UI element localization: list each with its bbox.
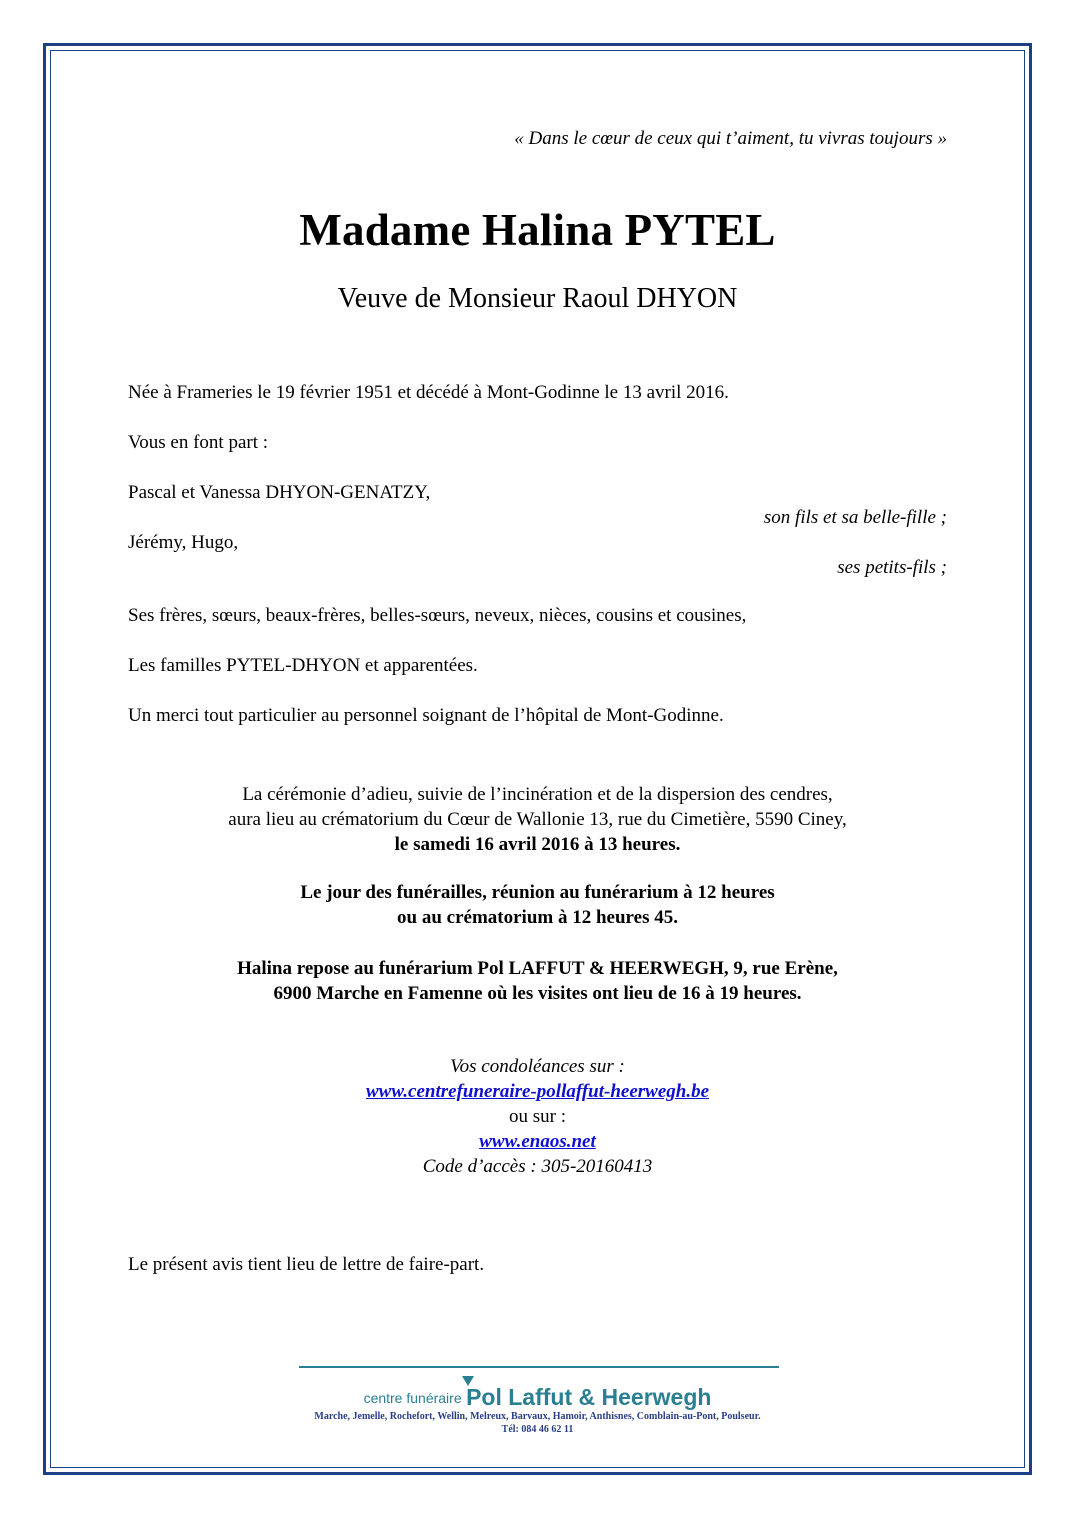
access-code: Code d’accès : 305-20160413 bbox=[422, 1156, 653, 1177]
intro-text: Vous en font part : bbox=[128, 432, 269, 453]
siblings-text: Ses frères, sœurs, beaux-frères, belles-sœurs, neveux, nièces, cousins et cousines, bbox=[128, 605, 747, 626]
family-names-1: Pascal et Vanessa DHYON-GENATZY, bbox=[128, 482, 431, 503]
meeting-line-1: Le jour des funérailles, réunion au funérarium à 12 heures bbox=[300, 882, 775, 903]
rest-block bbox=[0, 956, 1075, 1006]
logo-phone: Tél: 084 46 62 11 bbox=[501, 1424, 574, 1435]
rest-line-1: Halina repose au funérarium Pol LAFFUT & HEERWEGH, 9, rue Erène, bbox=[237, 958, 838, 979]
meeting-block bbox=[0, 880, 1075, 930]
condolences-link-secondary[interactable]: www.enaos.net bbox=[479, 1131, 596, 1152]
family-relation-2: ses petits-fils ; bbox=[837, 557, 947, 578]
logo-towns: Marche, Jemelle, Rochefort, Wellin, Melreux, Barvaux, Hamoir, Anthisnes, Comblain-au-Pont, Poulseur. bbox=[314, 1411, 761, 1422]
meeting-line-2: ou au crématorium à 12 heures 45. bbox=[397, 907, 678, 928]
condolences-block bbox=[0, 1054, 1075, 1179]
birth-death-text: Née à Frameries le 19 février 1951 et décédé à Mont-Godinne le 13 avril 2016. bbox=[128, 382, 729, 403]
deceased-name: Madame Halina PYTEL bbox=[299, 205, 776, 255]
ceremony-line-2: aura lieu au crématorium du Cœur de Wallonie 13, rue du Cimetière, 5590 Ciney, bbox=[228, 809, 847, 830]
family-relation-1: son fils et sa belle-fille ; bbox=[763, 507, 947, 528]
condolences-or: ou sur : bbox=[509, 1106, 566, 1127]
ceremony-date: le samedi 16 avril 2016 à 13 heures. bbox=[394, 834, 681, 855]
notice-text: Le présent avis tient lieu de lettre de faire-part. bbox=[128, 1254, 485, 1275]
logo-divider bbox=[299, 1366, 779, 1368]
family-names-2: Jérémy, Hugo, bbox=[128, 532, 239, 553]
funeral-home-logo bbox=[0, 1384, 1075, 1411]
condolences-link-primary[interactable]: www.centrefuneraire-pollaffut-heerwegh.be bbox=[365, 1081, 710, 1102]
epigraph-quote: « Dans le cœur de ceux qui t’aiment, tu vivras toujours » bbox=[514, 128, 947, 149]
logo-small-text: centre funéraire bbox=[363, 1390, 462, 1406]
ceremony-line-1: La cérémonie d’adieu, suivie de l’incinération et de la dispersion des cendres, bbox=[242, 784, 833, 805]
deceased-subtitle: Veuve de Monsieur Raoul DHYON bbox=[337, 283, 738, 314]
ceremony-block bbox=[0, 782, 1075, 857]
logo-big-text: Pol Laffut & Heerwegh bbox=[466, 1384, 712, 1410]
condolences-label: Vos condoléances sur : bbox=[450, 1056, 625, 1077]
thanks-text: Un merci tout particulier au personnel soignant de l’hôpital de Mont-Godinne. bbox=[128, 705, 724, 726]
rest-line-2: 6900 Marche en Famenne où les visites ont lieu de 16 à 19 heures. bbox=[273, 983, 802, 1004]
families-text: Les familles PYTEL-DHYON et apparentées. bbox=[128, 655, 478, 676]
